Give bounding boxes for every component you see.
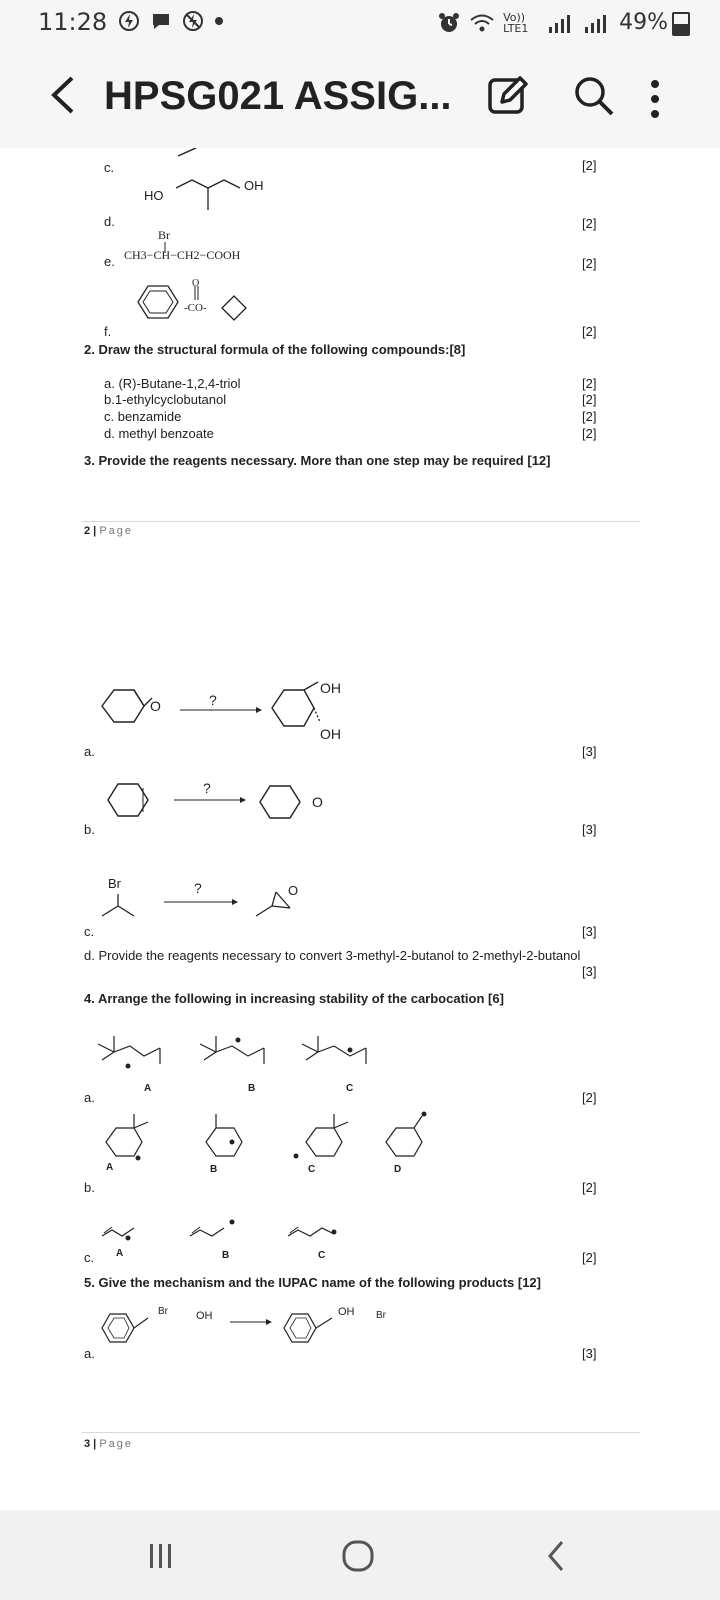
q2-item: d. methyl benzoate bbox=[104, 426, 214, 441]
oh-label: OH bbox=[244, 178, 264, 193]
search-icon[interactable] bbox=[572, 74, 616, 118]
page-footer: 3 | Page bbox=[84, 1438, 134, 1450]
q4c-option: A bbox=[116, 1248, 124, 1259]
q2-mark: [2] bbox=[582, 376, 597, 391]
home-icon[interactable] bbox=[340, 1536, 376, 1576]
q4c-structures bbox=[100, 1212, 360, 1252]
q4-heading: 4. Arrange the following in increasing stability of the carbocation [6] bbox=[84, 991, 504, 1006]
q4c-mark: [2] bbox=[582, 1250, 597, 1265]
page-divider bbox=[82, 521, 640, 522]
q2-mark: [2] bbox=[582, 392, 597, 407]
notification-icons bbox=[118, 10, 224, 32]
signal-icon bbox=[547, 13, 575, 33]
q1-item-label: f. bbox=[104, 324, 112, 339]
q3b-scheme bbox=[100, 776, 340, 836]
dot-icon bbox=[214, 16, 224, 26]
partial-structure bbox=[170, 148, 230, 158]
recent-apps-icon[interactable] bbox=[146, 1536, 176, 1576]
q4b-option: A bbox=[106, 1162, 114, 1173]
document-title: HPSG021 ASSIG... bbox=[104, 74, 452, 118]
q3a-oh-label: OH bbox=[320, 680, 341, 696]
back-icon[interactable] bbox=[40, 70, 90, 120]
q2-mark: [2] bbox=[582, 426, 597, 441]
q3b-arrow-label: ? bbox=[203, 780, 211, 796]
wifi-icon bbox=[469, 12, 495, 34]
q1-item-label: d. bbox=[104, 214, 115, 229]
q5a-reactant-oh: OH bbox=[196, 1310, 213, 1322]
q1-item-mark: [2] bbox=[582, 324, 597, 339]
q1-item-label: e. bbox=[104, 254, 115, 269]
q4b-option: B bbox=[210, 1164, 218, 1175]
status-time: 11:28 bbox=[38, 8, 108, 36]
q1-item-label: c. bbox=[104, 160, 115, 175]
q3a-label: a. bbox=[84, 744, 95, 759]
q3c-mark: [3] bbox=[582, 924, 597, 939]
page-divider bbox=[82, 1432, 640, 1433]
q3b-o-label: O bbox=[312, 794, 323, 810]
status-right bbox=[437, 10, 668, 35]
q1-item-mark: [2] bbox=[582, 216, 597, 231]
battery-percent: 49% bbox=[619, 10, 668, 35]
q3a-mark: [3] bbox=[582, 744, 597, 759]
q3c-arrow-label: ? bbox=[194, 880, 202, 896]
q4b-label: b. bbox=[84, 1180, 95, 1195]
q5a-mark: [3] bbox=[582, 1346, 597, 1361]
q4b-structures bbox=[96, 1110, 436, 1170]
chat-icon bbox=[150, 10, 172, 32]
q5a-reactant-br: Br bbox=[158, 1306, 168, 1317]
ester-co-label: -CO- bbox=[184, 302, 207, 314]
data-saver-icon bbox=[118, 10, 140, 32]
q3d-mark: [3] bbox=[582, 964, 597, 979]
q4b-mark: [2] bbox=[582, 1180, 597, 1195]
q3d-text: d. Provide the reagents necessary to convert 3-methyl-2-butanol to 2-methyl-2-butanol bbox=[84, 948, 581, 963]
q5a-label: a. bbox=[84, 1346, 95, 1361]
network-label: Vo)) LTE1 bbox=[503, 10, 529, 35]
edit-icon[interactable] bbox=[486, 74, 530, 118]
battery-icon bbox=[672, 12, 690, 36]
q4a-mark: [2] bbox=[582, 1090, 597, 1105]
q3c-label: c. bbox=[84, 924, 95, 939]
system-nav-bar bbox=[0, 1510, 720, 1600]
status-bar bbox=[0, 0, 720, 46]
q1-item-mark: [2] bbox=[582, 256, 597, 271]
q4c-option: B bbox=[222, 1250, 230, 1261]
q5a-product-br: Br bbox=[376, 1310, 386, 1321]
q2-heading: 2. Draw the structural formula of the following compounds:[8] bbox=[84, 342, 466, 357]
q2-item: c. benzamide bbox=[104, 409, 182, 424]
q5-heading: 5. Give the mechanism and the IUPAC name of the following products [12] bbox=[84, 1275, 541, 1290]
document-viewer[interactable] bbox=[0, 148, 720, 1510]
q3a-arrow-label: ? bbox=[209, 692, 217, 708]
ho-label: HO bbox=[144, 188, 164, 203]
q3b-label: b. bbox=[84, 822, 95, 837]
q2-item: a. (R)-Butane-1,2,4-triol bbox=[104, 376, 241, 391]
q4a-option: A bbox=[144, 1083, 152, 1094]
q1-item-mark: [2] bbox=[582, 158, 597, 173]
q3c-scheme bbox=[96, 886, 336, 926]
q4a-option: B bbox=[248, 1083, 256, 1094]
q2-item: b.1-ethylcyclobutanol bbox=[104, 392, 227, 407]
butanoic-acid-formula: CH3−CH−CH2−COOH bbox=[124, 248, 241, 262]
power-saving-icon bbox=[182, 10, 204, 32]
q3a-o-label: O bbox=[150, 698, 161, 714]
q4c-option: C bbox=[318, 1250, 326, 1261]
q3a-scheme bbox=[96, 676, 346, 756]
q4b-option: D bbox=[394, 1164, 402, 1175]
carbonyl-o-label: O bbox=[192, 278, 200, 289]
q3b-mark: [3] bbox=[582, 822, 597, 837]
q2-mark: [2] bbox=[582, 409, 597, 424]
q3-heading: 3. Provide the reagents necessary. More than one step may be required [12] bbox=[84, 453, 551, 468]
br-label: Br bbox=[158, 228, 170, 242]
page-footer: 2 | Page bbox=[84, 525, 134, 537]
q4a-label: a. bbox=[84, 1090, 95, 1105]
app-bar bbox=[0, 46, 720, 148]
back-nav-icon[interactable] bbox=[544, 1536, 568, 1576]
alarm-icon bbox=[437, 11, 461, 35]
signal-icon-2 bbox=[583, 13, 611, 33]
q3c-br-label: Br bbox=[108, 876, 121, 891]
q4b-option: C bbox=[308, 1164, 316, 1175]
more-options-icon[interactable] bbox=[640, 74, 670, 124]
q3a-oh-label-2: OH bbox=[320, 726, 341, 742]
q5a-product-oh: OH bbox=[338, 1306, 355, 1318]
q4a-structures bbox=[92, 1024, 392, 1084]
q3c-o-label: O bbox=[288, 883, 299, 898]
q4c-label: c. bbox=[84, 1250, 95, 1265]
q4a-option: C bbox=[346, 1083, 354, 1094]
